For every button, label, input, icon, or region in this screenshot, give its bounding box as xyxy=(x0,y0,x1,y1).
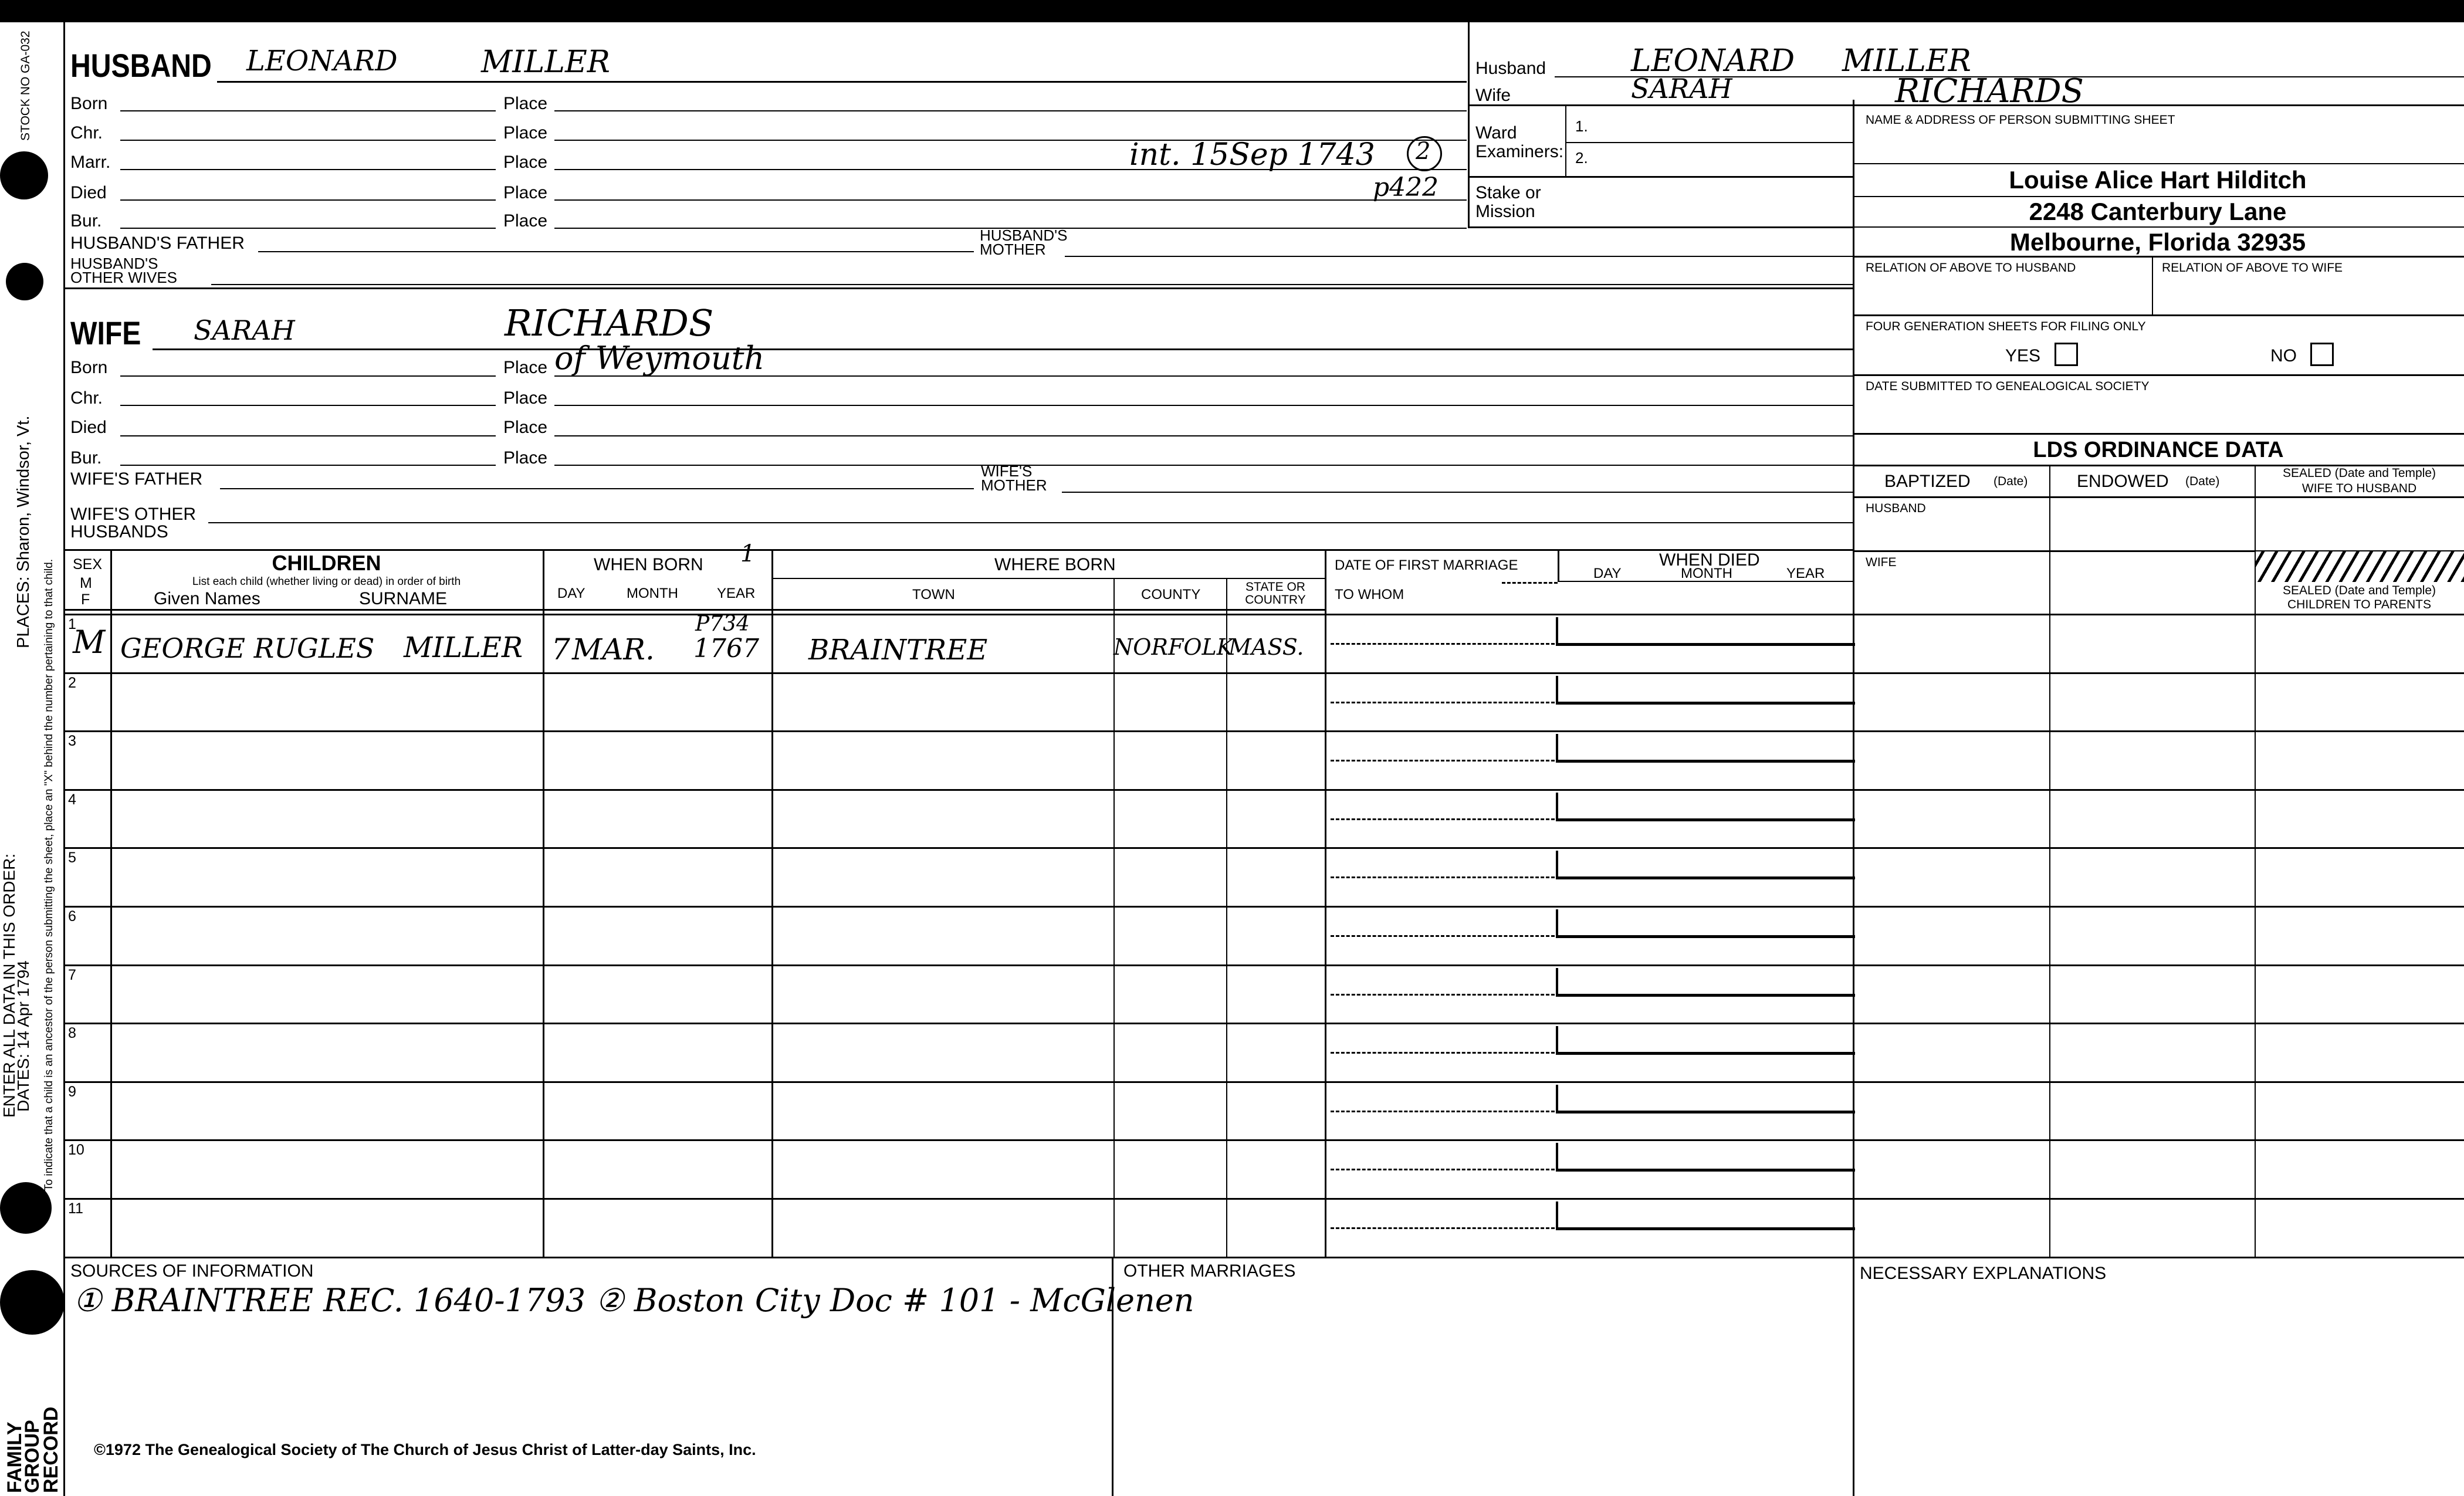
field-line xyxy=(554,199,1467,201)
enter-note: ENTER ALL DATA IN THIS ORDER: xyxy=(0,853,18,1118)
col-sex xyxy=(110,549,112,1257)
wife-mother-label-2: MOTHER xyxy=(981,476,1047,494)
country-label: COUNTRY xyxy=(1245,593,1306,607)
marriage-dash-line xyxy=(1331,702,1555,703)
explanations-label: NECESSARY EXPLANATIONS xyxy=(1860,1264,2107,1283)
field-line xyxy=(120,169,496,170)
field-line xyxy=(554,405,1853,406)
husband-marr-place-label: Place xyxy=(503,153,548,172)
died-entry-box xyxy=(1556,851,1855,879)
lds-row-line xyxy=(1853,614,2464,615)
died-entry-box xyxy=(1556,909,1855,938)
ancestor-note: To indicate that a child is an ancestor of the person submitting the sheet, place an "X" behind the number pertaining to that child. xyxy=(43,559,55,1191)
submitter-city[interactable]: Melbourne, Florida 32935 xyxy=(2009,228,2306,256)
husband-father-label: HUSBAND'S FATHER xyxy=(70,233,245,253)
row-separator xyxy=(63,906,2464,908)
husband-surname[interactable]: MILLER xyxy=(481,45,610,80)
husband-marriage-note[interactable]: int. 15Sep 1743 xyxy=(1129,137,1375,172)
child-1-surname[interactable]: MILLER xyxy=(404,631,523,664)
husband-page-note: p422 xyxy=(1373,172,1439,202)
marriage-source-number: 2 xyxy=(1416,138,1431,165)
husband-born-place-label: Place xyxy=(503,94,548,113)
row-number: 5 xyxy=(68,849,76,866)
row-separator xyxy=(63,1139,2464,1141)
top-border xyxy=(0,0,2464,22)
field-line xyxy=(120,435,496,436)
submitter-label: NAME & ADDRESS OF PERSON SUBMITTING SHEET xyxy=(1866,113,2175,127)
wife-surname[interactable]: RICHARDS xyxy=(505,302,714,344)
row-separator xyxy=(63,1023,2464,1024)
field-line xyxy=(1853,163,2464,164)
relation-divider xyxy=(2152,256,2153,314)
row-number: 8 xyxy=(68,1025,76,1041)
lds-husband-label: HUSBAND xyxy=(1866,502,1926,515)
children-label: CHILDREN xyxy=(272,551,381,575)
marriage-header-dash xyxy=(1502,582,1558,584)
died-entry-box xyxy=(1556,617,1855,646)
husband-mother-label-2: MOTHER xyxy=(980,241,1046,258)
marriage-dash-line xyxy=(1331,994,1555,996)
row-separator xyxy=(63,1198,2464,1200)
marriage-dash-line xyxy=(1331,935,1555,937)
husband-chr-place-label: Place xyxy=(503,123,548,143)
when-born-label: WHEN BORN xyxy=(594,555,703,574)
row-number: 10 xyxy=(68,1142,84,1158)
copyright: ©1972 The Genealogical Society of The Church of Jesus Christ of Latter-day Saints, Inc. xyxy=(94,1441,756,1458)
lds-wife-label: WIFE xyxy=(1866,556,1897,569)
field-line xyxy=(1853,256,2464,258)
marriage-dash-line xyxy=(1331,876,1555,878)
husband-chr-label: Chr. xyxy=(70,123,103,143)
summary-wife-given: SARAH xyxy=(1631,73,1732,104)
marriage-dash-line xyxy=(1331,643,1555,645)
dates-note: DATES: 14 Apr 1794 xyxy=(14,960,32,1112)
yes-label: YES xyxy=(2005,346,2041,365)
town-label: TOWN xyxy=(912,587,955,603)
wife-heading: WIFE xyxy=(70,314,141,351)
row-number: 4 xyxy=(68,791,76,808)
row-separator xyxy=(63,789,2464,791)
wife-chr-place-label: Place xyxy=(503,388,548,408)
child-1-sex[interactable]: M xyxy=(73,624,106,661)
marriage-dash-line xyxy=(1331,818,1555,820)
submitter-name[interactable]: Louise Alice Hart Hilditch xyxy=(2009,166,2307,194)
died-entry-box xyxy=(1556,676,1855,705)
child-1-year[interactable]: 1767 xyxy=(693,634,759,664)
row-number: 2 xyxy=(68,675,76,691)
sources-text[interactable]: ① BRAINTREE REC. 1640-1793 ② Boston City Doc # 101 - McGlenen xyxy=(73,1282,1194,1319)
field-line xyxy=(120,228,496,229)
sealed-children-label: SEALED (Date and Temple) xyxy=(2282,584,2436,597)
summary-wife-surname: RICHARDS xyxy=(1895,72,2084,110)
child-1-town[interactable]: BRAINTREE xyxy=(808,634,988,666)
wife-born-place[interactable]: of Weymouth xyxy=(554,340,765,377)
surname-label: SURNAME xyxy=(359,589,448,608)
field-line xyxy=(220,488,974,489)
mission-label: Mission xyxy=(1475,202,1535,221)
field-line xyxy=(554,465,1853,466)
to-whom-label: TO WHOM xyxy=(1335,587,1404,603)
summary-husband-surname: MILLER xyxy=(1842,43,1971,79)
field-line xyxy=(1065,256,1853,257)
col-town xyxy=(1113,578,1115,1257)
examiner-1[interactable]: 1. xyxy=(1575,117,1588,135)
col-state xyxy=(1325,549,1326,1257)
field-line xyxy=(1853,433,2464,435)
field-line xyxy=(1853,196,2464,197)
wife-name-line xyxy=(153,348,1853,350)
field-line xyxy=(208,522,1853,523)
no-label: NO xyxy=(2270,346,2297,365)
husband-other-wives-2: OTHER WIVES xyxy=(70,269,178,286)
examiners-label: Examiners: xyxy=(1475,142,1564,161)
four-generation-label: FOUR GENERATION SHEETS FOR FILING ONLY xyxy=(1866,320,2146,333)
died-entry-box xyxy=(1556,734,1855,763)
punch-hole xyxy=(0,151,48,199)
given-names-label: Given Names xyxy=(154,589,260,608)
row-number: 11 xyxy=(68,1200,83,1217)
field-line xyxy=(554,110,1467,111)
summary-husband-given: LEONARD xyxy=(1631,43,1795,79)
lds-col-1 xyxy=(2049,465,2050,1257)
field-line xyxy=(120,140,496,141)
field-line xyxy=(211,284,1853,285)
husband-died-place-label: Place xyxy=(503,183,548,202)
form-title-1: FAMILY xyxy=(4,1421,26,1493)
marriage-dash-line xyxy=(1331,1227,1555,1229)
child-1-state[interactable]: MASS. xyxy=(1228,634,1304,660)
footer-top-line xyxy=(63,1257,2464,1258)
sealed-children-label-2: CHILDREN TO PARENTS xyxy=(2287,598,2432,611)
wife-mother-label-1: WIFE'S xyxy=(981,462,1033,480)
died-entry-box xyxy=(1556,793,1855,821)
col-when-born xyxy=(771,549,773,1257)
child-1-county[interactable]: NORFOLK xyxy=(1113,634,1234,660)
field-line xyxy=(1853,226,2464,228)
summary-husband-label: Husband xyxy=(1475,59,1546,78)
field-line xyxy=(258,251,974,252)
endowed-date-label: (Date) xyxy=(2185,475,2220,488)
field-line xyxy=(1062,492,1853,493)
field-line xyxy=(120,199,496,201)
row-separator xyxy=(63,614,1853,615)
ward-label: Ward xyxy=(1475,123,1517,143)
summary-bottom xyxy=(1468,226,1853,228)
died-entry-box xyxy=(1556,1085,1855,1113)
sealed-wife-label-2: WIFE TO HUSBAND xyxy=(2301,482,2417,495)
died-entry-box xyxy=(1556,1026,1855,1055)
first-marriage-label: DATE OF FIRST MARRIAGE xyxy=(1335,557,1518,573)
husband-given[interactable]: LEONARD xyxy=(246,45,398,77)
when-born-mark: 1 xyxy=(740,540,756,567)
field-line xyxy=(120,465,496,466)
where-born-sub-line xyxy=(771,578,1325,579)
ward-divider xyxy=(1565,104,1566,177)
state-label: STATE OR xyxy=(1245,580,1305,594)
born-year-label: YEAR xyxy=(717,585,756,601)
died-entry-box xyxy=(1556,968,1855,997)
baptized-date-label: (Date) xyxy=(1993,475,2028,488)
husband-other-wives-1: HUSBAND'S xyxy=(70,255,158,272)
field-line xyxy=(554,435,1853,436)
wife-died-place-label: Place xyxy=(503,418,548,437)
places-note: PLACES: Sharon, Windsor, Vt. xyxy=(14,415,33,648)
left-frame xyxy=(63,22,65,1496)
husband-heading: HUSBAND xyxy=(70,47,212,84)
where-born-label: WHERE BORN xyxy=(994,555,1116,574)
row-number: 9 xyxy=(68,1084,76,1100)
marriage-dash-line xyxy=(1331,760,1555,761)
child-1-month[interactable]: MAR. xyxy=(572,632,655,666)
marriage-dash-line xyxy=(1331,1052,1555,1054)
col-county xyxy=(1226,578,1227,1257)
sex-f-label: F xyxy=(81,591,90,608)
field-line xyxy=(1565,142,1853,143)
husband-bur-label: Bur. xyxy=(70,211,102,231)
when-died-label: WHEN DIED xyxy=(1659,550,1760,570)
row-separator xyxy=(63,1081,2464,1083)
wife-father-label: WIFE'S FATHER xyxy=(70,469,203,489)
sealed-wife-label: SEALED (Date and Temple) xyxy=(2282,466,2436,480)
wife-other-husbands-1: WIFE'S OTHER xyxy=(70,505,197,524)
summary-divider xyxy=(1468,22,1470,228)
children-instruction: List each child (whether living or dead) in order of birth xyxy=(192,576,461,588)
sources-label: SOURCES OF INFORMATION xyxy=(70,1261,314,1281)
husband-bur-place-label: Place xyxy=(503,211,548,231)
row-separator xyxy=(63,847,2464,849)
wife-other-husbands-2: HUSBANDS xyxy=(70,522,168,541)
child-1-day[interactable]: 7 xyxy=(551,632,570,666)
wife-bur-label: Bur. xyxy=(70,448,102,468)
section-divider xyxy=(63,287,1853,289)
field-line xyxy=(120,110,496,111)
examiner-2[interactable]: 2. xyxy=(1575,149,1588,167)
wife-chr-label: Chr. xyxy=(70,388,103,408)
husband-born-label: Born xyxy=(70,94,108,113)
summary-wife-line xyxy=(1468,104,2464,106)
wife-given[interactable]: SARAH xyxy=(194,314,295,346)
row-number: 6 xyxy=(68,908,76,925)
yes-checkbox[interactable] xyxy=(2055,343,2078,366)
row-separator xyxy=(63,672,2464,674)
stake-label: Stake or xyxy=(1475,183,1541,202)
row-number: 1 xyxy=(68,616,76,632)
died-header-line xyxy=(1558,581,1853,582)
hatched-block xyxy=(2256,551,2464,582)
field-line xyxy=(1853,314,2464,316)
child-1-given[interactable]: GEORGE RUGLES xyxy=(120,632,375,664)
wife-bur-place-label: Place xyxy=(503,448,548,468)
field-line xyxy=(1468,176,1853,178)
marriage-dash-line xyxy=(1331,1169,1555,1170)
wife-born-label: Born xyxy=(70,358,108,377)
wife-died-label: Died xyxy=(70,418,107,437)
sex-label: SEX xyxy=(73,556,103,573)
punch-hole xyxy=(0,1270,65,1335)
died-entry-box xyxy=(1556,1143,1855,1172)
row-number: 3 xyxy=(68,733,76,749)
born-day-label: DAY xyxy=(557,585,585,601)
baptized-label: BAPTIZED xyxy=(1884,472,1971,491)
relation-wife-label: RELATION OF ABOVE TO WIFE xyxy=(2162,261,2343,275)
relation-husband-label: RELATION OF ABOVE TO HUSBAND xyxy=(1866,261,2076,275)
row-separator xyxy=(63,964,2464,966)
children-subheader-line xyxy=(63,609,1325,611)
child-1-page: P734 xyxy=(695,612,750,636)
died-month-label: MONTH xyxy=(1681,566,1732,581)
stock-number: STOCK NO GA-032 xyxy=(19,31,32,141)
field-line xyxy=(554,375,1853,377)
field-line xyxy=(1853,374,2464,376)
died-day-label: DAY xyxy=(1593,566,1622,581)
marriage-dash-line xyxy=(1331,1111,1555,1112)
county-label: COUNTY xyxy=(1141,587,1201,603)
other-marriages-label: OTHER MARRIAGES xyxy=(1123,1261,1296,1281)
born-month-label: MONTH xyxy=(627,585,678,601)
col-died xyxy=(1558,549,1559,582)
punch-hole xyxy=(6,263,43,300)
field-line xyxy=(120,405,496,406)
lds-col-2 xyxy=(2255,465,2256,1257)
wife-born-place-label: Place xyxy=(503,358,548,377)
lds-title: LDS ORDINANCE DATA xyxy=(2033,438,2284,462)
col-name xyxy=(543,549,544,1257)
summary-wife-label: Wife xyxy=(1475,86,1511,105)
field-line xyxy=(120,375,496,377)
row-separator xyxy=(63,730,2464,732)
form-title-2: GROUP xyxy=(21,1420,43,1493)
date-submitted-label: DATE SUBMITTED TO GENEALOGICAL SOCIETY xyxy=(1866,380,2150,393)
died-entry-box xyxy=(1556,1201,1855,1230)
submitter-street[interactable]: 2248 Canterbury Lane xyxy=(2029,198,2287,225)
row-number: 7 xyxy=(68,967,76,983)
lds-header-line xyxy=(1853,496,2464,498)
husband-marr-label: Marr. xyxy=(70,153,111,172)
sex-m-label: M xyxy=(80,575,92,591)
husband-name-line xyxy=(217,81,1467,83)
endowed-label: ENDOWED xyxy=(2077,472,2169,491)
husband-mother-label-1: HUSBAND'S xyxy=(980,226,1068,244)
died-year-label: YEAR xyxy=(1786,566,1825,581)
form-title-3: RECORD xyxy=(40,1406,62,1493)
husband-died-label: Died xyxy=(70,183,107,202)
no-checkbox[interactable] xyxy=(2310,343,2334,366)
